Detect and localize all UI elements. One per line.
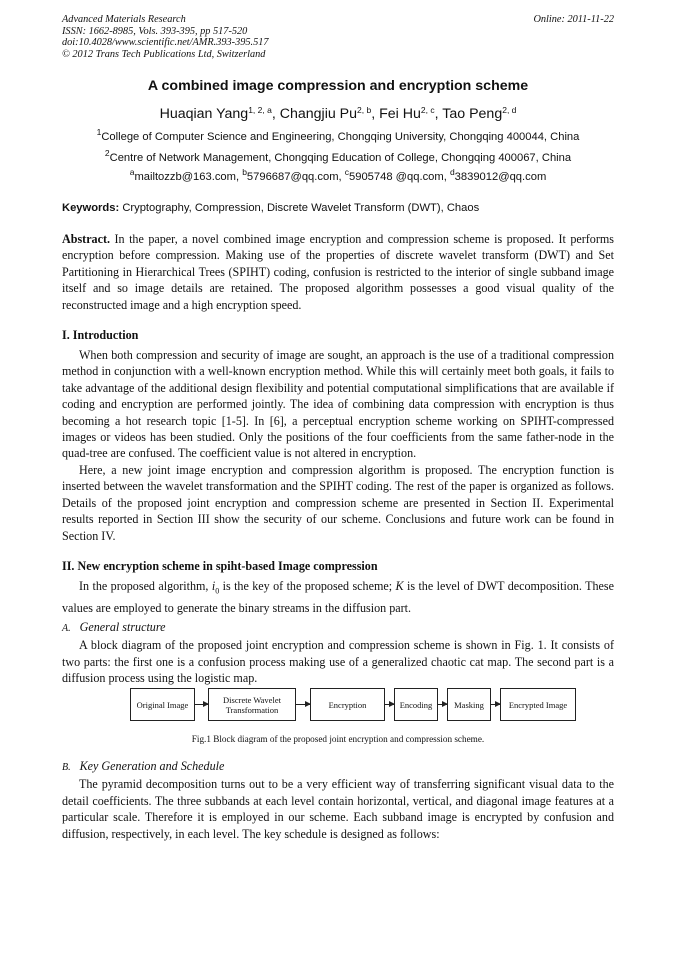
keywords-text: Cryptography, Compression, Discrete Wavelet Transform (DWT), Chaos — [122, 202, 480, 214]
arrow-icon — [385, 704, 394, 705]
variable-i: i — [211, 578, 216, 593]
email-mark: d — [449, 167, 455, 177]
diagram-box: Encrypted Image — [500, 688, 576, 721]
affiliation — [62, 148, 614, 164]
running-header — [62, 14, 614, 60]
issn: ISSN: 1662-8985, Vols. 393-395, pp 517-520 — [62, 25, 248, 37]
email-list: $^a$mailtozzb@163.com, $^b$5796687@qq.com, $^c$5905748 @qq.com, $^d$3839012@qq.com — [129, 167, 547, 183]
affiliation-text: College of Computer Science and Engineering, Chongqing University, Chongqing 400044, China — [101, 131, 580, 143]
paragraph: When both compression and security of image are sought, an approach is the use of a traditional compression method in conjunction with a well-known encryption method. While this will certainly meet both goals, it fails to take advantage of the additional design flexibility and potential computational simplifications that are available if coding and encryption are performed jointly. The idea of combining data compression with encryption is thus becoming a hot research topic [1-5]. In [6], a perceptual encryption scheme working on SPIHT-compressed images or videos has been studied. Only the positions of the four coefficients from the same father-node in the quad-tree are confused. The coefficient value is not altered in encryption. — [62, 348, 614, 461]
affiliation-mark: 1 — [96, 127, 102, 137]
paper-page — [62, 14, 614, 842]
author-name: Fei Hu — [379, 106, 421, 122]
subsection-number: A. — [62, 623, 71, 635]
email-mark: b — [242, 167, 247, 177]
paragraph: Here, a new joint image encryption and compression algorithm is proposed. The encryption function is inserted between the wavelet transformation and the SPIHT coding. The rest of the paper is organized as follows. Details of the proposed joint encryption and compression scheme are presented in Section II. Experimental results reported in Section III show the security of our scheme. Conclusions and future work can be found in Section IV. — [62, 462, 614, 543]
affiliation-mark: 2 — [104, 148, 110, 158]
paragraph: The pyramid decomposition turns out to be a very efficient way of transferring significant visual data to the detail coefficients. The three subbands at each level contain horizontal, vertical, and diagonal image features at a particular scale. Therefore it is employed in our scheme. Each subband image is encrypted by confusion and diffusion, respectively, in each level. The key schedule is designed as follows: — [62, 777, 614, 841]
copyright: © 2012 Trans Tech Publications Ltd, Switzerland — [62, 48, 266, 60]
email: 5905748 @qq.com — [349, 171, 444, 183]
arrow-icon — [296, 704, 310, 705]
author-affiliation-mark: 2, c — [420, 105, 435, 115]
keywords-label: Keywords: — [62, 202, 120, 214]
email: mailtozzb@163.com — [134, 171, 236, 183]
author-affiliation-mark: 1, 2, a — [248, 105, 272, 115]
author-list: Huaqian Yang$^{1, 2, a}$, Changjiu Pu$^{2, b}$, Fei Hu$^{2, c}$, Tao Peng$^{2, d}$ — [159, 105, 517, 122]
section-heading: I. Introduction — [62, 328, 139, 343]
affiliation-text: Centre of Network Management, Chongqing Education of College, Chongqing 400067, China — [109, 152, 572, 164]
keywords — [62, 202, 614, 214]
online-date: Online: 2011-11-22 — [533, 14, 614, 25]
subsection-title: General structure — [79, 620, 166, 635]
text-run: is the key of the proposed scheme; — [219, 578, 396, 593]
text-run: In the proposed algorithm, — [79, 578, 212, 593]
figure-caption: Fig.1 Block diagram of the proposed joint encryption and compression scheme. — [191, 734, 485, 745]
subsection-title: Key Generation and Schedule — [79, 759, 225, 774]
section-heading: II. New encryption scheme in spiht-based Image compression — [62, 558, 378, 573]
affiliation — [62, 127, 614, 143]
journal-name: Advanced Materials Research — [62, 14, 186, 25]
author-name: Tao Peng — [442, 106, 503, 122]
variable-subscript: 0 — [215, 586, 220, 596]
abstract-text: In the paper, a novel combined image encryption and compression scheme is proposed. It performs encryption before compression. Making use of the properties of discrete wavelet transform (DWT) and Set Partitioning in Hierarchical Trees (SPIHT) coding, confusion is restricted to the interior of single subband image itself and so image details are retained. The proposed algorithm possesses a good visual quality of the reconstructed image and a high encryption speed. — [62, 232, 614, 312]
paragraph — [62, 578, 614, 616]
doi: doi:10.4028/www.scientific.net/AMR.393-395.517 — [62, 37, 269, 48]
arrow-icon — [195, 704, 208, 705]
email-mark: a — [129, 167, 135, 177]
diagram-box: Encoding — [394, 688, 438, 721]
subsection-heading — [62, 759, 614, 774]
subsection-number: B. — [62, 762, 71, 774]
variable-k: K — [395, 578, 404, 593]
arrow-icon — [491, 704, 500, 705]
abstract-label: Abstract. — [62, 232, 111, 246]
abstract — [62, 231, 614, 313]
diagram-box: Masking — [447, 688, 491, 721]
diagram-box: Original Image — [130, 688, 195, 721]
email: 5796687@qq.com — [246, 171, 339, 183]
paragraph: A block diagram of the proposed joint encryption and compression scheme is shown in Fig. 1. It consists of two parts: the first one is a confusion process making use of a generalized chaotic cat map. The second part is a diffusion process using the logistic map. — [62, 638, 614, 685]
author-name: Huaqian Yang — [159, 106, 249, 122]
email-mark: c — [344, 167, 349, 177]
author-name: Changjiu Pu — [279, 106, 358, 122]
diagram-box: Encryption — [310, 688, 385, 721]
publication-info — [62, 14, 269, 60]
subsection-heading — [62, 620, 614, 635]
author-affiliation-mark: 2, b — [357, 105, 372, 115]
email: 3839012@qq.com — [454, 171, 547, 183]
block-diagram — [62, 688, 614, 730]
arrow-icon — [438, 704, 447, 705]
author-affiliation-mark: 2, d — [502, 105, 517, 115]
diagram-box: Discrete Wavelet Transformation — [208, 688, 296, 721]
paper-title: A combined image compression and encryption scheme — [147, 78, 529, 94]
text-run: is the level of DWT decomposition. These values are employed to generate the binary streams in the diffusion part. — [62, 578, 614, 615]
